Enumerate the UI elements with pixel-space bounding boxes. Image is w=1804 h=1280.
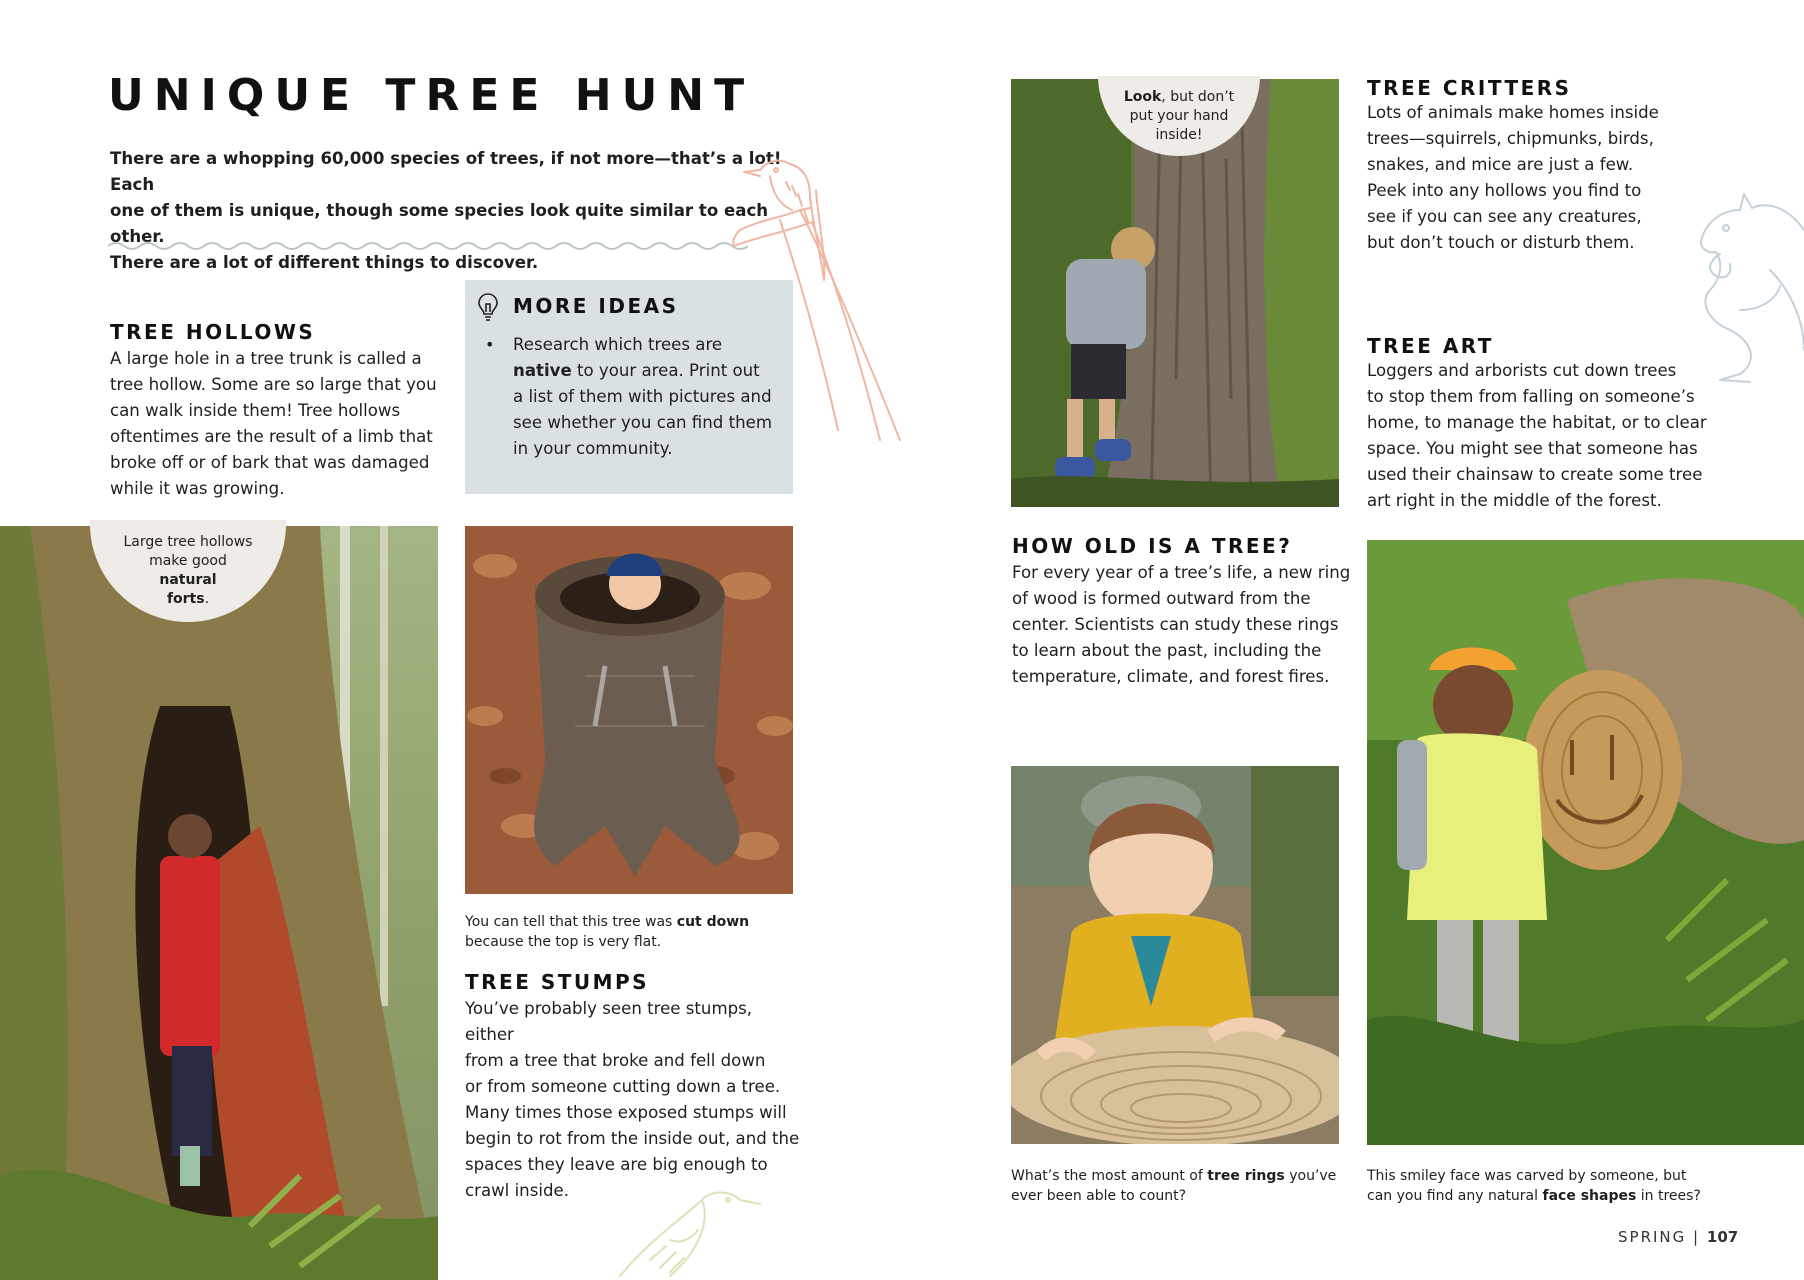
tree-hollows-heading: TREE HOLLOWS — [110, 320, 316, 344]
caption-span: You can tell that this tree was — [465, 914, 677, 930]
tree-critters-text — [1367, 100, 1707, 256]
text-line: broke off or of bark that was damaged — [110, 453, 430, 472]
photo-tree-stump — [465, 526, 793, 894]
bubble-punct: . — [204, 591, 210, 607]
bubble-bold: Look — [1123, 88, 1162, 105]
text-line: used their chainsaw to create some tree — [1367, 465, 1703, 484]
page-footer — [1618, 1228, 1738, 1246]
bubble-bold: forts — [166, 591, 205, 607]
intro-paragraph — [110, 146, 790, 276]
section-name: SPRING — [1618, 1228, 1687, 1246]
wavy-divider — [108, 238, 748, 254]
text-line: in your community. — [513, 439, 673, 458]
tree-hollows-text — [110, 346, 450, 502]
text-line: to learn about the past, including the — [1012, 641, 1322, 660]
photo-tree-rings — [1011, 766, 1339, 1144]
intro-line: There are a lot of different things to discover. — [110, 253, 539, 272]
list-item — [465, 332, 785, 462]
text-line: but don’t touch or disturb them. — [1367, 233, 1635, 252]
text-line: center. Scientists can study these rings — [1012, 615, 1339, 634]
text-line: Lots of animals make homes inside — [1367, 103, 1659, 122]
tree-stumps-text — [465, 996, 805, 1204]
intro-line: There are a whopping 60,000 species of trees, if not more—that’s a lot! Each — [110, 149, 782, 194]
bubble-span: , but don’t — [1161, 88, 1235, 105]
more-ideas-list — [465, 332, 785, 462]
bubble-line: Large tree hollows — [123, 534, 253, 550]
how-old-heading: HOW OLD IS A TREE? — [1012, 534, 1293, 558]
text-line: snakes, and mice are just a few. — [1367, 155, 1634, 174]
bird-illustration — [610, 1180, 770, 1280]
stump-caption — [465, 912, 793, 952]
caption-span: you’ve — [1284, 1168, 1337, 1184]
text-line: to stop them from falling on someone’s — [1367, 387, 1695, 406]
bold-word: native — [513, 361, 572, 380]
text-line: a list of them with pictures and — [513, 387, 772, 406]
caption-line: ever been able to count? — [1011, 1188, 1187, 1204]
text-line: Many times those exposed stumps will — [465, 1103, 787, 1122]
tree-critters-heading: TREE CRITTERS — [1367, 76, 1572, 100]
more-ideas-box — [465, 280, 793, 494]
caption-bold: face shapes — [1542, 1188, 1637, 1204]
how-old-text — [1012, 560, 1352, 690]
rings-caption — [1011, 1166, 1341, 1206]
caption-span: in trees? — [1636, 1188, 1701, 1204]
bubble-line: make good — [149, 553, 227, 569]
text-line: see whether you can find them — [513, 413, 772, 432]
text-span: to your area. Print out — [571, 361, 760, 380]
tree-stumps-heading: TREE STUMPS — [465, 970, 650, 994]
photo-smiley-log — [1367, 540, 1804, 1145]
photo-tree-hollow — [0, 526, 438, 1280]
caption-bold: cut down — [676, 914, 750, 930]
text-line: while it was growing. — [110, 479, 285, 498]
text-line: see if you can see any creatures, — [1367, 207, 1642, 226]
tree-art-heading: TREE ART — [1367, 334, 1494, 358]
text-line: from a tree that broke and fell down — [465, 1051, 766, 1070]
bubble-line: put your hand — [1129, 107, 1229, 124]
lightbulb-icon — [477, 292, 499, 322]
text-line: For every year of a tree’s life, a new ring — [1012, 563, 1351, 582]
tree-art-text — [1367, 358, 1727, 514]
text-line: tree hollow. Some are so large that you — [110, 375, 437, 394]
text-line: of wood is formed outward from the — [1012, 589, 1311, 608]
text-line: oftentimes are the result of a limb that — [110, 427, 433, 446]
text-line: art right in the middle of the forest. — [1367, 491, 1662, 510]
text-line: home, to manage the habitat, or to clear — [1367, 413, 1707, 432]
text-line: spaces they leave are big enough to — [465, 1155, 768, 1174]
caption-span: What’s the most amount of — [1011, 1168, 1208, 1184]
caption-line: because the top is very flat. — [465, 934, 662, 950]
page-title: UNIQUE TREE HUNT — [108, 70, 755, 121]
intro-line: one of them is unique, though some species look quite similar to each other. — [110, 201, 769, 246]
text-line: A large hole in a tree trunk is called a — [110, 349, 422, 368]
page-number: 107 — [1706, 1228, 1739, 1246]
text-line: • Research which trees are — [513, 335, 723, 354]
caption-span: can you find any natural — [1367, 1188, 1543, 1204]
text-line: Loggers and arborists cut down trees — [1367, 361, 1677, 380]
caption-bold: tree rings — [1207, 1168, 1285, 1184]
caption-line: This smiley face was carved by someone, but — [1367, 1168, 1687, 1184]
more-ideas-heading: MORE IDEAS — [513, 294, 679, 318]
text-line: You’ve probably seen tree stumps, either — [465, 999, 753, 1044]
smiley-caption — [1367, 1166, 1787, 1206]
text-line: Peek into any hollows you find to — [1367, 181, 1642, 200]
text-line: can walk inside them! Tree hollows — [110, 401, 401, 420]
text-line: or from someone cutting down a tree. — [465, 1077, 781, 1096]
text-line: trees—squirrels, chipmunks, birds, — [1367, 129, 1654, 148]
text-line: space. You might see that someone has — [1367, 439, 1698, 458]
text-line: temperature, climate, and forest fires. — [1012, 667, 1330, 686]
text-line: crawl inside. — [465, 1181, 569, 1200]
bubble-line: natural — [159, 572, 217, 588]
text-line: begin to rot from the inside out, and the — [465, 1129, 800, 1148]
bubble-line: inside! — [1155, 126, 1203, 143]
footer-divider: | — [1693, 1228, 1701, 1246]
